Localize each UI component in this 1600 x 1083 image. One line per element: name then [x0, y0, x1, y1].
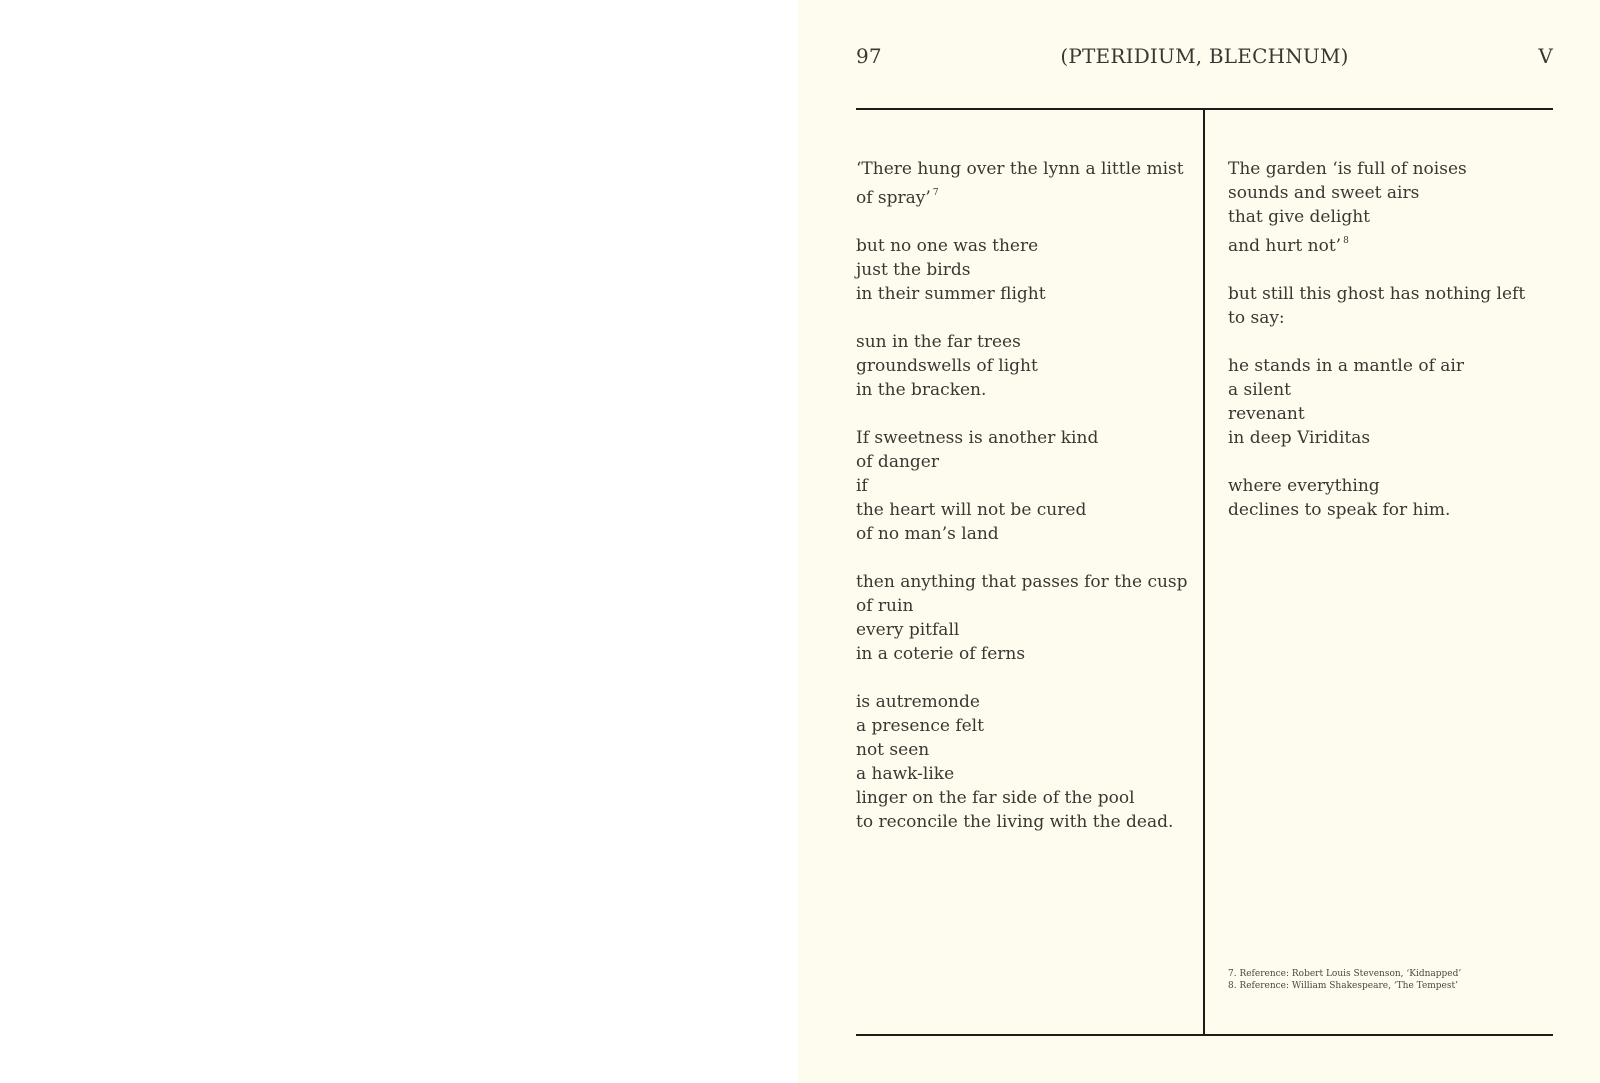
stanza [856, 330, 1186, 402]
poem-line: if [856, 476, 868, 496]
stanza [856, 157, 1186, 210]
poem-line: where everything [1228, 476, 1380, 496]
footnote: 7. Reference: Robert Louis Stevenson, ‘Kidnapped’ [1228, 969, 1462, 979]
section-marker: V [1538, 44, 1553, 68]
poem-line: declines to speak for him. [1228, 500, 1451, 520]
left-page-blank [0, 0, 798, 1083]
poem-line: If sweetness is another kind [856, 428, 1099, 448]
bottom-rule [856, 1034, 1553, 1036]
poem-line: and hurt not’ $^8$ [1228, 236, 1349, 256]
poem-line: a presence felt [856, 716, 984, 736]
stanza [856, 426, 1186, 546]
poem-line: in the bracken. [856, 380, 987, 400]
stanza [1228, 474, 1543, 522]
poem-line: the heart will not be cured [856, 500, 1087, 520]
poem-line: groundswells of light [856, 356, 1038, 376]
footnote: 8. Reference: William Shakespeare, ‘The Tempest’ [1228, 981, 1458, 991]
poem-line: of spray’ $^7$ [856, 188, 939, 208]
stanza [1228, 157, 1543, 258]
stanza [1228, 354, 1543, 450]
stanza [856, 690, 1186, 834]
poem-line: linger on the far side of the pool [856, 788, 1135, 808]
poem-right-column [1228, 157, 1543, 546]
poem-line: revenant [1228, 404, 1305, 424]
poem-line: he stands in a mantle of air [1228, 356, 1464, 376]
footnote-marker: 8 [1343, 236, 1349, 246]
poem-line: in a coterie of ferns [856, 644, 1026, 664]
poem-line: every pitfall [856, 620, 960, 640]
poem-left-column [856, 157, 1186, 858]
poem-line: a hawk-like [856, 764, 955, 784]
poem-line: not seen [856, 740, 930, 760]
poem-line: just the birds [856, 260, 971, 280]
poem-line: sun in the far trees [856, 332, 1021, 352]
page-header [856, 40, 1553, 70]
poem-line: of danger [856, 452, 939, 472]
poem-line: a silent [1228, 380, 1291, 400]
poem-line: in their summer flight [856, 284, 1046, 304]
poem-line: ‘There hung over the lynn a little mist [856, 159, 1184, 179]
poem-line: but still this ghost has nothing left [1228, 284, 1526, 304]
page-number: 97 [856, 44, 882, 68]
running-title: (PTERIDIUM, BLECHNUM) [1060, 44, 1349, 68]
footnote-marker: 7 [932, 188, 939, 198]
poem-line: that give delight [1228, 207, 1371, 227]
poem-line: but no one was there [856, 236, 1039, 256]
right-page [798, 0, 1600, 1083]
column-divider [1203, 108, 1205, 1036]
poem-line: The garden ‘is full of noises [1228, 159, 1467, 179]
stanza [856, 234, 1186, 306]
stanza [856, 570, 1186, 666]
stanza [1228, 282, 1543, 330]
poem-line: of ruin [856, 596, 914, 616]
poem-line: in deep Viriditas [1228, 428, 1371, 448]
poem-line: of no man’s land [856, 524, 999, 544]
footnotes [1228, 968, 1461, 992]
poem-line: is autremonde [856, 692, 980, 712]
poem-line: then anything that passes for the cusp [856, 572, 1188, 592]
poem-line: sounds and sweet airs [1228, 183, 1420, 203]
poem-line: to say: [1228, 308, 1285, 328]
poem-line: to reconcile the living with the dead. [856, 812, 1174, 832]
